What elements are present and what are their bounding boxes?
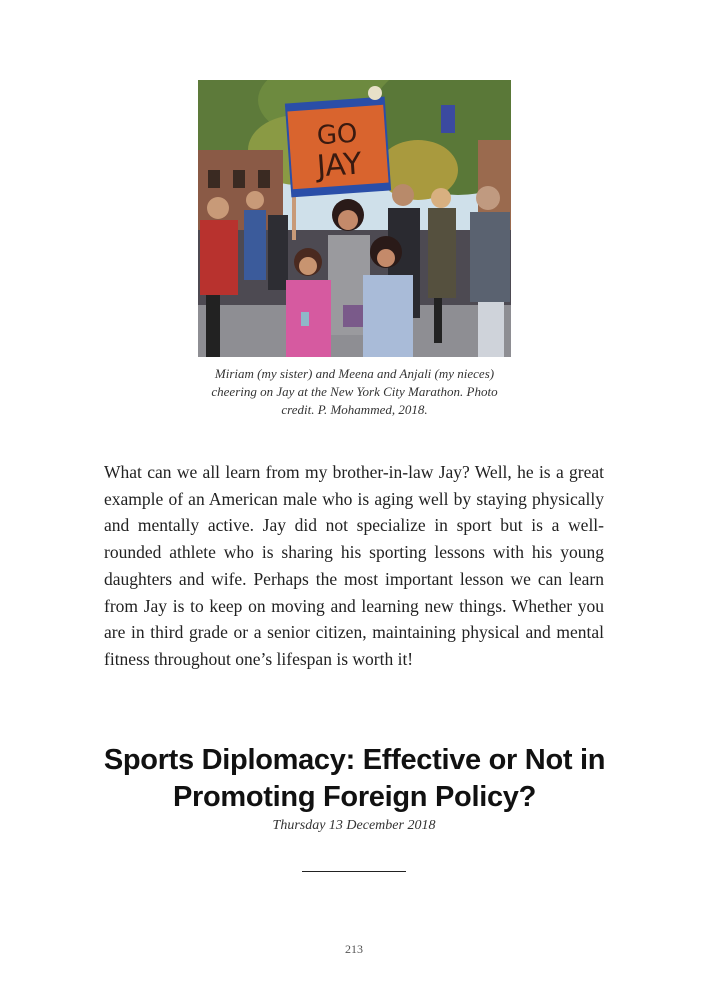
body-paragraph: What can we all learn from my brother-in-law Jay? Well, he is a great example of an American male who is aging well by staying physically and mentally active. Jay did not specialize in sport but is a well-rounded athlete who is sharing his sporting lessons with his young daughters and wife. Perhaps the most important lesson we can learn from Jay is to keep on moving and learning new things. Whether you are in third grade or a senior citizen, maintaining physical and mental fitness throughout one’s lifespan is worth it! [104, 462, 604, 669]
divider-rule [302, 871, 406, 872]
go-jay-sign [285, 97, 391, 198]
svg-text:GO: GO [315, 118, 359, 152]
svg-text:JAY: JAY [315, 146, 363, 185]
page-number: 213 [345, 942, 363, 956]
photo-caption: Miriam (my sister) and Meena and Anjali (my nieces) cheering on Jay at the New York City Marathon. Photo credit. P. Mohammed, 2018. [211, 366, 498, 417]
marathon-photo [198, 80, 511, 357]
article-title: Sports Diplomacy: Effective or Not in Promoting Foreign Policy? [103, 744, 606, 813]
article-date: Thursday 13 December 2018 [272, 818, 436, 833]
